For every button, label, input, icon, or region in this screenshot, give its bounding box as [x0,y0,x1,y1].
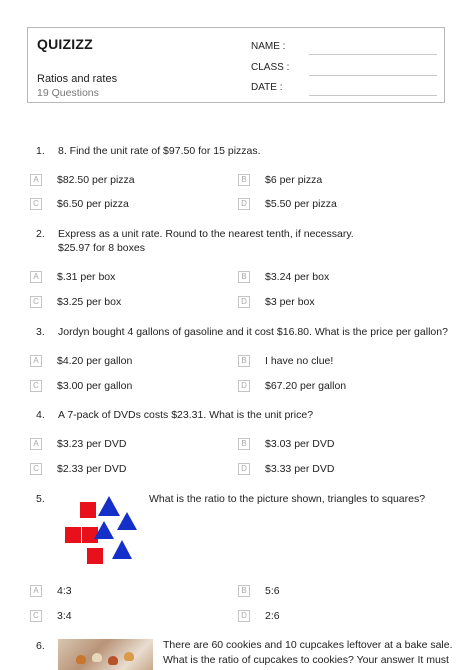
option-text[interactable]: $82.50 per pizza [57,174,135,186]
question-number: 2. [36,228,45,240]
red-square-shape [80,502,96,518]
option-letter[interactable]: C [30,463,42,475]
date-field[interactable] [309,95,437,96]
cupcake-shape [108,656,118,665]
red-square-shape [87,548,103,564]
name-field[interactable] [309,54,437,55]
option-letter[interactable]: B [238,271,250,283]
option-letter[interactable]: B [238,585,250,597]
question-text: A 7-pack of DVDs costs $23.31. What is the unit price? [58,409,314,421]
option-letter[interactable]: D [238,198,250,210]
option-text[interactable]: 4:3 [57,585,72,597]
option-text[interactable]: 2:6 [265,610,280,622]
option-text[interactable]: $3.33 per DVD [265,463,335,475]
option-letter[interactable]: D [238,296,250,308]
blue-triangle-shape [112,540,132,559]
question-number: 5. [36,493,45,505]
worksheet-title: Ratios and rates [37,73,118,85]
option-letter[interactable]: D [238,610,250,622]
cupcake-shape [76,655,86,664]
cupcake-shape [124,652,134,661]
option-letter[interactable]: B [238,438,250,450]
question-text-line-2: $25.97 for 8 boxes [58,242,145,254]
option-letter[interactable]: A [30,355,42,367]
option-text[interactable]: $67.20 per gallon [265,380,347,392]
question-count: 19 Questions [37,87,99,99]
option-text[interactable]: $3.00 per gallon [57,380,133,392]
option-letter[interactable]: A [30,271,42,283]
question-text: What is the ratio to the picture shown, triangles to squares? [149,493,426,505]
name-label: NAME : [251,41,286,52]
option-letter[interactable]: C [30,198,42,210]
option-text[interactable]: $3.25 per box [57,296,122,308]
option-text[interactable]: $6.50 per pizza [57,198,129,210]
option-letter[interactable]: C [30,610,42,622]
option-letter[interactable]: A [30,585,42,597]
option-text[interactable]: $.31 per box [57,271,116,283]
question-text: Jordyn bought 4 gallons of gasoline and it cost $16.80. What is the price per gallon? [58,326,448,338]
question-text-line-1: There are 60 cookies and 10 cupcakes leftover at a bake sale. [163,639,453,651]
cupcake-shape [92,653,102,662]
option-text[interactable]: 3:4 [57,610,72,622]
option-letter[interactable]: C [30,296,42,308]
worksheet-header [27,27,445,103]
option-text[interactable]: $6 per pizza [265,174,323,186]
quizizz-logo: QUIZIZZ [37,36,93,52]
option-text[interactable]: $3.23 per DVD [57,438,127,450]
question-number: 6. [36,640,45,652]
option-text[interactable]: $5.50 per pizza [265,198,337,210]
blue-triangle-shape [94,521,114,539]
question-text: 8. Find the unit rate of $97.50 for 15 pizzas. [58,145,261,157]
option-letter[interactable]: D [238,463,250,475]
cupcakes-photo [58,639,153,670]
option-letter[interactable]: C [30,380,42,392]
option-text[interactable]: 5:6 [265,585,280,597]
question-number: 1. [36,145,45,157]
option-text[interactable]: $2.33 per DVD [57,463,127,475]
option-letter[interactable]: D [238,380,250,392]
class-label: CLASS : [251,62,290,73]
question-text-line-2: What is the ratio of cupcakes to cookies? Your answer It must [163,654,449,666]
option-letter[interactable]: A [30,438,42,450]
option-letter[interactable]: B [238,174,250,186]
option-text[interactable]: I have no clue! [265,355,334,367]
question-text-line-1: Express as a unit rate. Round to the nearest tenth, if necessary. [58,228,354,240]
date-label: DATE : [251,82,283,93]
blue-triangle-shape [117,512,137,530]
option-letter[interactable]: A [30,174,42,186]
option-text[interactable]: $3 per box [265,296,315,308]
question-number: 3. [36,326,45,338]
class-field[interactable] [309,75,437,76]
option-letter[interactable]: B [238,355,250,367]
option-text[interactable]: $3.24 per box [265,271,330,283]
red-square-shape [65,527,81,543]
option-text[interactable]: $3.03 per DVD [265,438,335,450]
option-text[interactable]: $4.20 per gallon [57,355,133,367]
question-number: 4. [36,409,45,421]
